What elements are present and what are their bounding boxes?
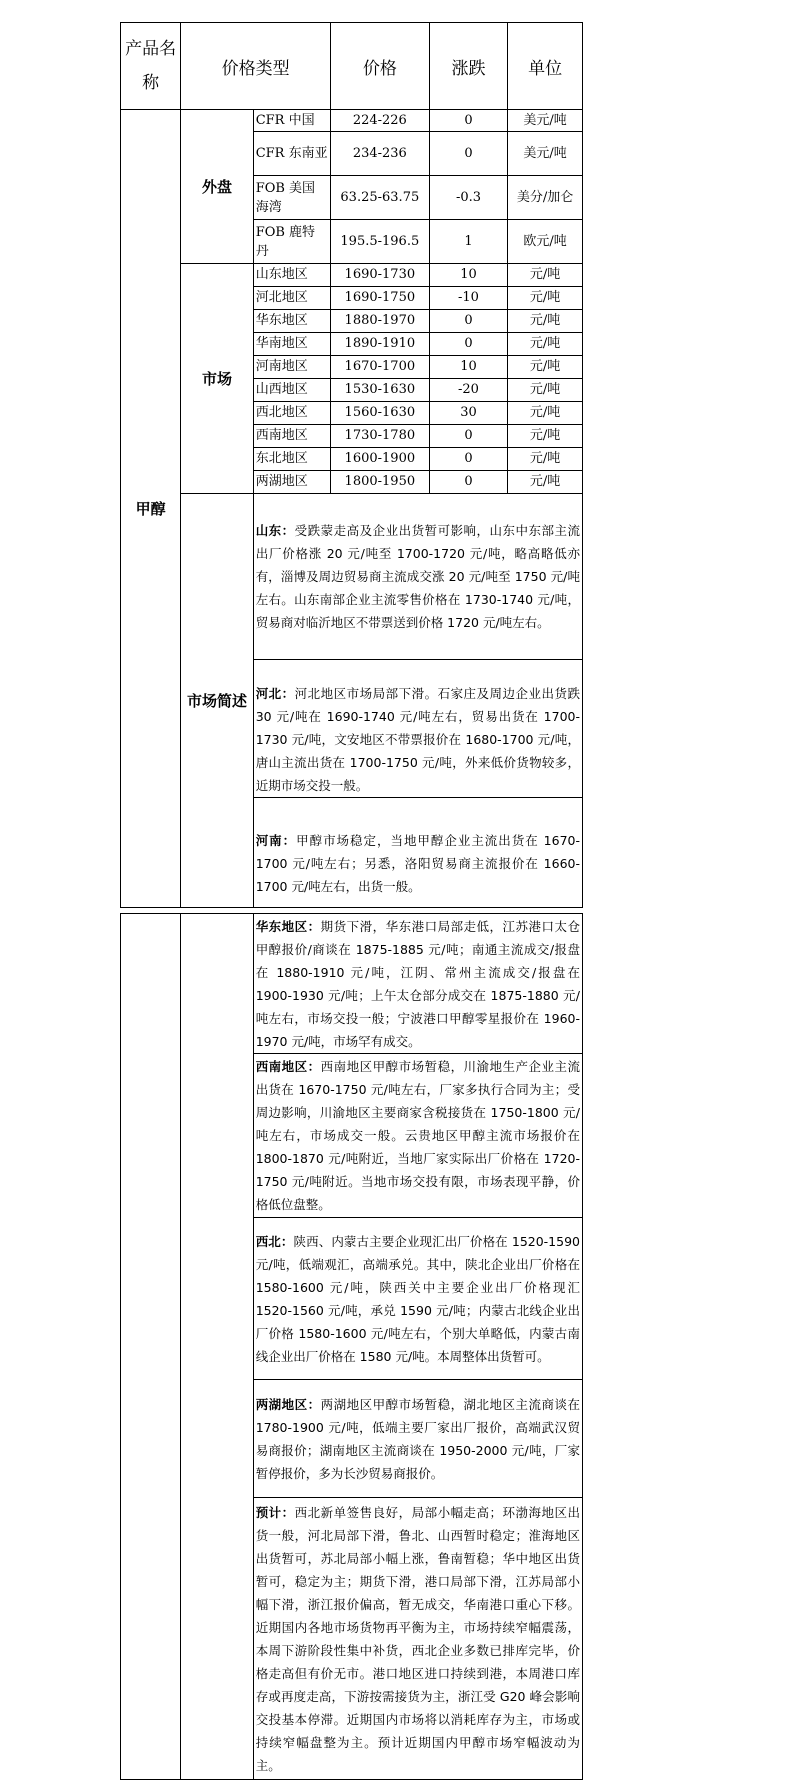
header-change: 涨跌 <box>429 23 507 110</box>
summary-label: 两湖地区： <box>255 1396 321 1412</box>
change-cell: 10 <box>429 264 507 287</box>
header-product-name: 产品名称 <box>121 23 181 110</box>
summary-text: 西南地区甲醇市场暂稳，川渝地生产企业主流出货在 1670-1750 元/吨左右，厂家多执行合同为主；受周边影响，川渝地区主要商家含税接货在 1750-1800 元/吨左右，市场成交一般。云贵地区甲醇主流市场报价在 1800-1870 元/吨附近，当地厂家实际出厂价格在 1720-1750 元/吨附近。当地市场交投有限，市场表现平静，价格低位盘整。 <box>255 1059 580 1212</box>
price-type-cell: 东北地区 <box>253 448 330 471</box>
unit-cell: 元/吨 <box>508 448 583 471</box>
change-cell: 0 <box>429 425 507 448</box>
change-cell: 0 <box>429 448 507 471</box>
price-type-cell: 山东地区 <box>253 264 330 287</box>
price-cell: 1560-1630 <box>330 402 429 425</box>
price-cell: 1890-1910 <box>330 333 429 356</box>
summary-label: 华东地区： <box>255 918 321 934</box>
summary-cell-xinan <box>253 1054 582 1218</box>
unit-cell: 元/吨 <box>508 287 583 310</box>
section-market: 市场 <box>181 264 253 494</box>
change-cell: -0.3 <box>429 176 507 220</box>
summary-row <box>121 494 583 660</box>
header-row <box>121 23 583 110</box>
summary-cell-xibei <box>253 1218 582 1380</box>
change-cell: 10 <box>429 356 507 379</box>
price-type-cell: 两湖地区 <box>253 471 330 494</box>
price-cell: 1670-1700 <box>330 356 429 379</box>
change-cell: 0 <box>429 333 507 356</box>
change-cell: 0 <box>429 132 507 176</box>
unit-cell: 元/吨 <box>508 425 583 448</box>
product-cell: 甲醇 <box>121 110 181 908</box>
summary-text: 受跌蒙走高及企业出货暂可影响，山东中东部主流出厂价格涨 20 元/吨至 1700-1720 元/吨，略高略低亦有，淄博及周边贸易商主流成交涨 20 元/吨至 1750 元/吨左右。山东南部企业主流零售价格在 1730-1740 元/吨，贸易商对临沂地区不带票送到价格 1720 元/吨左右。 <box>255 523 580 630</box>
summary-text: 陕西、内蒙古主要企业现汇出厂价格在 1520-1590 元/吨，低端观汇，高端承兑。其中，陕北企业出厂价格在 1580-1600 元/吨，陕西关中主要企业出厂价格现汇 1520-1560 元/吨，承兑 1590 元/吨；内蒙古北线企业出厂价格 1580-1600 元/吨左右，个别大单略低，内蒙古南线企业出厂价格在 1580 元/吨。本周整体出货暂可。 <box>255 1233 580 1364</box>
section-outer: 外盘 <box>181 110 253 264</box>
summary-label: 西南地区： <box>255 1059 321 1074</box>
table-row <box>121 110 583 132</box>
price-cell: 1530-1630 <box>330 379 429 402</box>
price-type-cell: 西北地区 <box>253 402 330 425</box>
summary-label: 山东： <box>255 523 295 538</box>
price-type-cell: FOB 美国海湾 <box>253 176 330 220</box>
unit-cell: 元/吨 <box>508 471 583 494</box>
price-cell: 1880-1970 <box>330 310 429 333</box>
header-price: 价格 <box>330 23 429 110</box>
summary-cell-forecast <box>253 1498 582 1780</box>
price-type-cell: 河南地区 <box>253 356 330 379</box>
summary-label: 预计： <box>255 1504 295 1520</box>
header-price-type: 价格类型 <box>181 23 331 110</box>
change-cell: 0 <box>429 110 507 132</box>
empty-product-cell <box>121 914 181 1780</box>
price-cell: 195.5-196.5 <box>330 220 429 264</box>
price-cell: 1730-1780 <box>330 425 429 448</box>
price-cell: 234-236 <box>330 132 429 176</box>
price-cell: 1690-1750 <box>330 287 429 310</box>
summary-cell-lianghu <box>253 1380 582 1498</box>
price-type-cell: 华南地区 <box>253 333 330 356</box>
price-cell: 1600-1900 <box>330 448 429 471</box>
unit-cell: 元/吨 <box>508 264 583 287</box>
price-type-cell: 西南地区 <box>253 425 330 448</box>
summary-text: 期货下滑，华东港口局部走低，江苏港口太仓甲醇报价/商谈在 1875-1885 元/吨；南通主流成交/报盘在 1880-1910 元/吨，江阴、常州主流成交/报盘在 1900-1930 元/吨；上午太仓部分成交在 1875-1880 元/吨左右，市场交投一般；宁波港口甲醇零星报价在 1960-1970 元/吨，市场罕有成交。 <box>255 918 580 1049</box>
summary-cell-shandong <box>253 494 582 660</box>
summary-cell-hebei <box>253 660 582 798</box>
unit-cell: 美元/吨 <box>508 110 583 132</box>
header-unit: 单位 <box>508 23 583 110</box>
summary-text: 甲醇市场稳定，当地甲醇企业主流出货在 1670-1700 元/吨左右；另悉，洛阳贸易商主流报价在 1660-1700 元/吨左右，出货一般。 <box>255 833 580 894</box>
price-table <box>120 22 583 908</box>
empty-section-cell <box>181 914 253 1780</box>
change-cell: 0 <box>429 310 507 333</box>
summary-row <box>121 914 583 1054</box>
unit-cell: 元/吨 <box>508 402 583 425</box>
unit-cell: 元/吨 <box>508 356 583 379</box>
summary-label: 河北： <box>255 686 295 701</box>
unit-cell: 元/吨 <box>508 310 583 333</box>
change-cell: -20 <box>429 379 507 402</box>
change-cell: 0 <box>429 471 507 494</box>
unit-cell: 美分/加仑 <box>508 176 583 220</box>
change-cell: -10 <box>429 287 507 310</box>
change-cell: 1 <box>429 220 507 264</box>
price-cell: 63.25-63.75 <box>330 176 429 220</box>
summary-cell-henan <box>253 798 582 908</box>
price-cell: 224-226 <box>330 110 429 132</box>
price-type-cell: 河北地区 <box>253 287 330 310</box>
summary-text: 两湖地区甲醇市场暂稳，湖北地区主流商谈在 1780-1900 元/吨，低端主要厂家出厂报价，高端武汉贸易商报价；湖南地区主流商谈在 1950-2000 元/吨，厂家暂停报价，多为长沙贸易商报价。 <box>255 1396 580 1481</box>
section-summary: 市场简述 <box>181 494 253 908</box>
unit-cell: 元/吨 <box>508 379 583 402</box>
summary-cell-huadong <box>253 914 582 1054</box>
unit-cell: 元/吨 <box>508 333 583 356</box>
summary-text: 河北地区市场局部下滑。石家庄及周边企业出货跌 30 元/吨在 1690-1740 元/吨左右，贸易出货在 1700-1730 元/吨，文安地区不带票报价在 1680-1700 元/吨，唐山主流出货在 1700-1750 元/吨，外来低价货物较多，近期市场交投一般。 <box>255 686 580 793</box>
price-type-cell: FOB 鹿特丹 <box>253 220 330 264</box>
table-row <box>121 264 583 287</box>
unit-cell: 欧元/吨 <box>508 220 583 264</box>
price-type-cell: 山西地区 <box>253 379 330 402</box>
price-cell: 1690-1730 <box>330 264 429 287</box>
summary-label: 河南： <box>255 833 297 848</box>
change-cell: 30 <box>429 402 507 425</box>
price-type-cell: CFR 中国 <box>253 110 330 132</box>
price-cell: 1800-1950 <box>330 471 429 494</box>
summary-label: 西北： <box>255 1233 294 1249</box>
price-type-cell: CFR 东南亚 <box>253 132 330 176</box>
price-type-cell: 华东地区 <box>253 310 330 333</box>
unit-cell: 美元/吨 <box>508 132 583 176</box>
summary-table-continued <box>120 913 583 1780</box>
summary-text: 西北新单签售良好，局部小幅走高；环渤海地区出货一般，河北局部下滑，鲁北、山西暂时稳定；淮海地区出货暂可，苏北局部小幅上涨，鲁南暂稳；华中地区出货暂可，稳定为主；期货下滑，港口局部下滑，江苏局部小幅下滑，浙江报价偏高，暂无成交，华南港口重心下移。近期国内各地市场货物再平衡为主，市场持续窄幅震荡，本周下游阶段性集中补货，西北企业多数已排库完毕，价格走高但有价无市。港口地区进口持续到港，本周港口库存或再度走高，下游按需接货为主，浙江受 G20 峰会影响交投基本停滞。近期国内市场将以消耗库存为主，市场或持续窄幅盘整为主。预计近期国内甲醇市场窄幅波动为主。 <box>255 1504 580 1773</box>
